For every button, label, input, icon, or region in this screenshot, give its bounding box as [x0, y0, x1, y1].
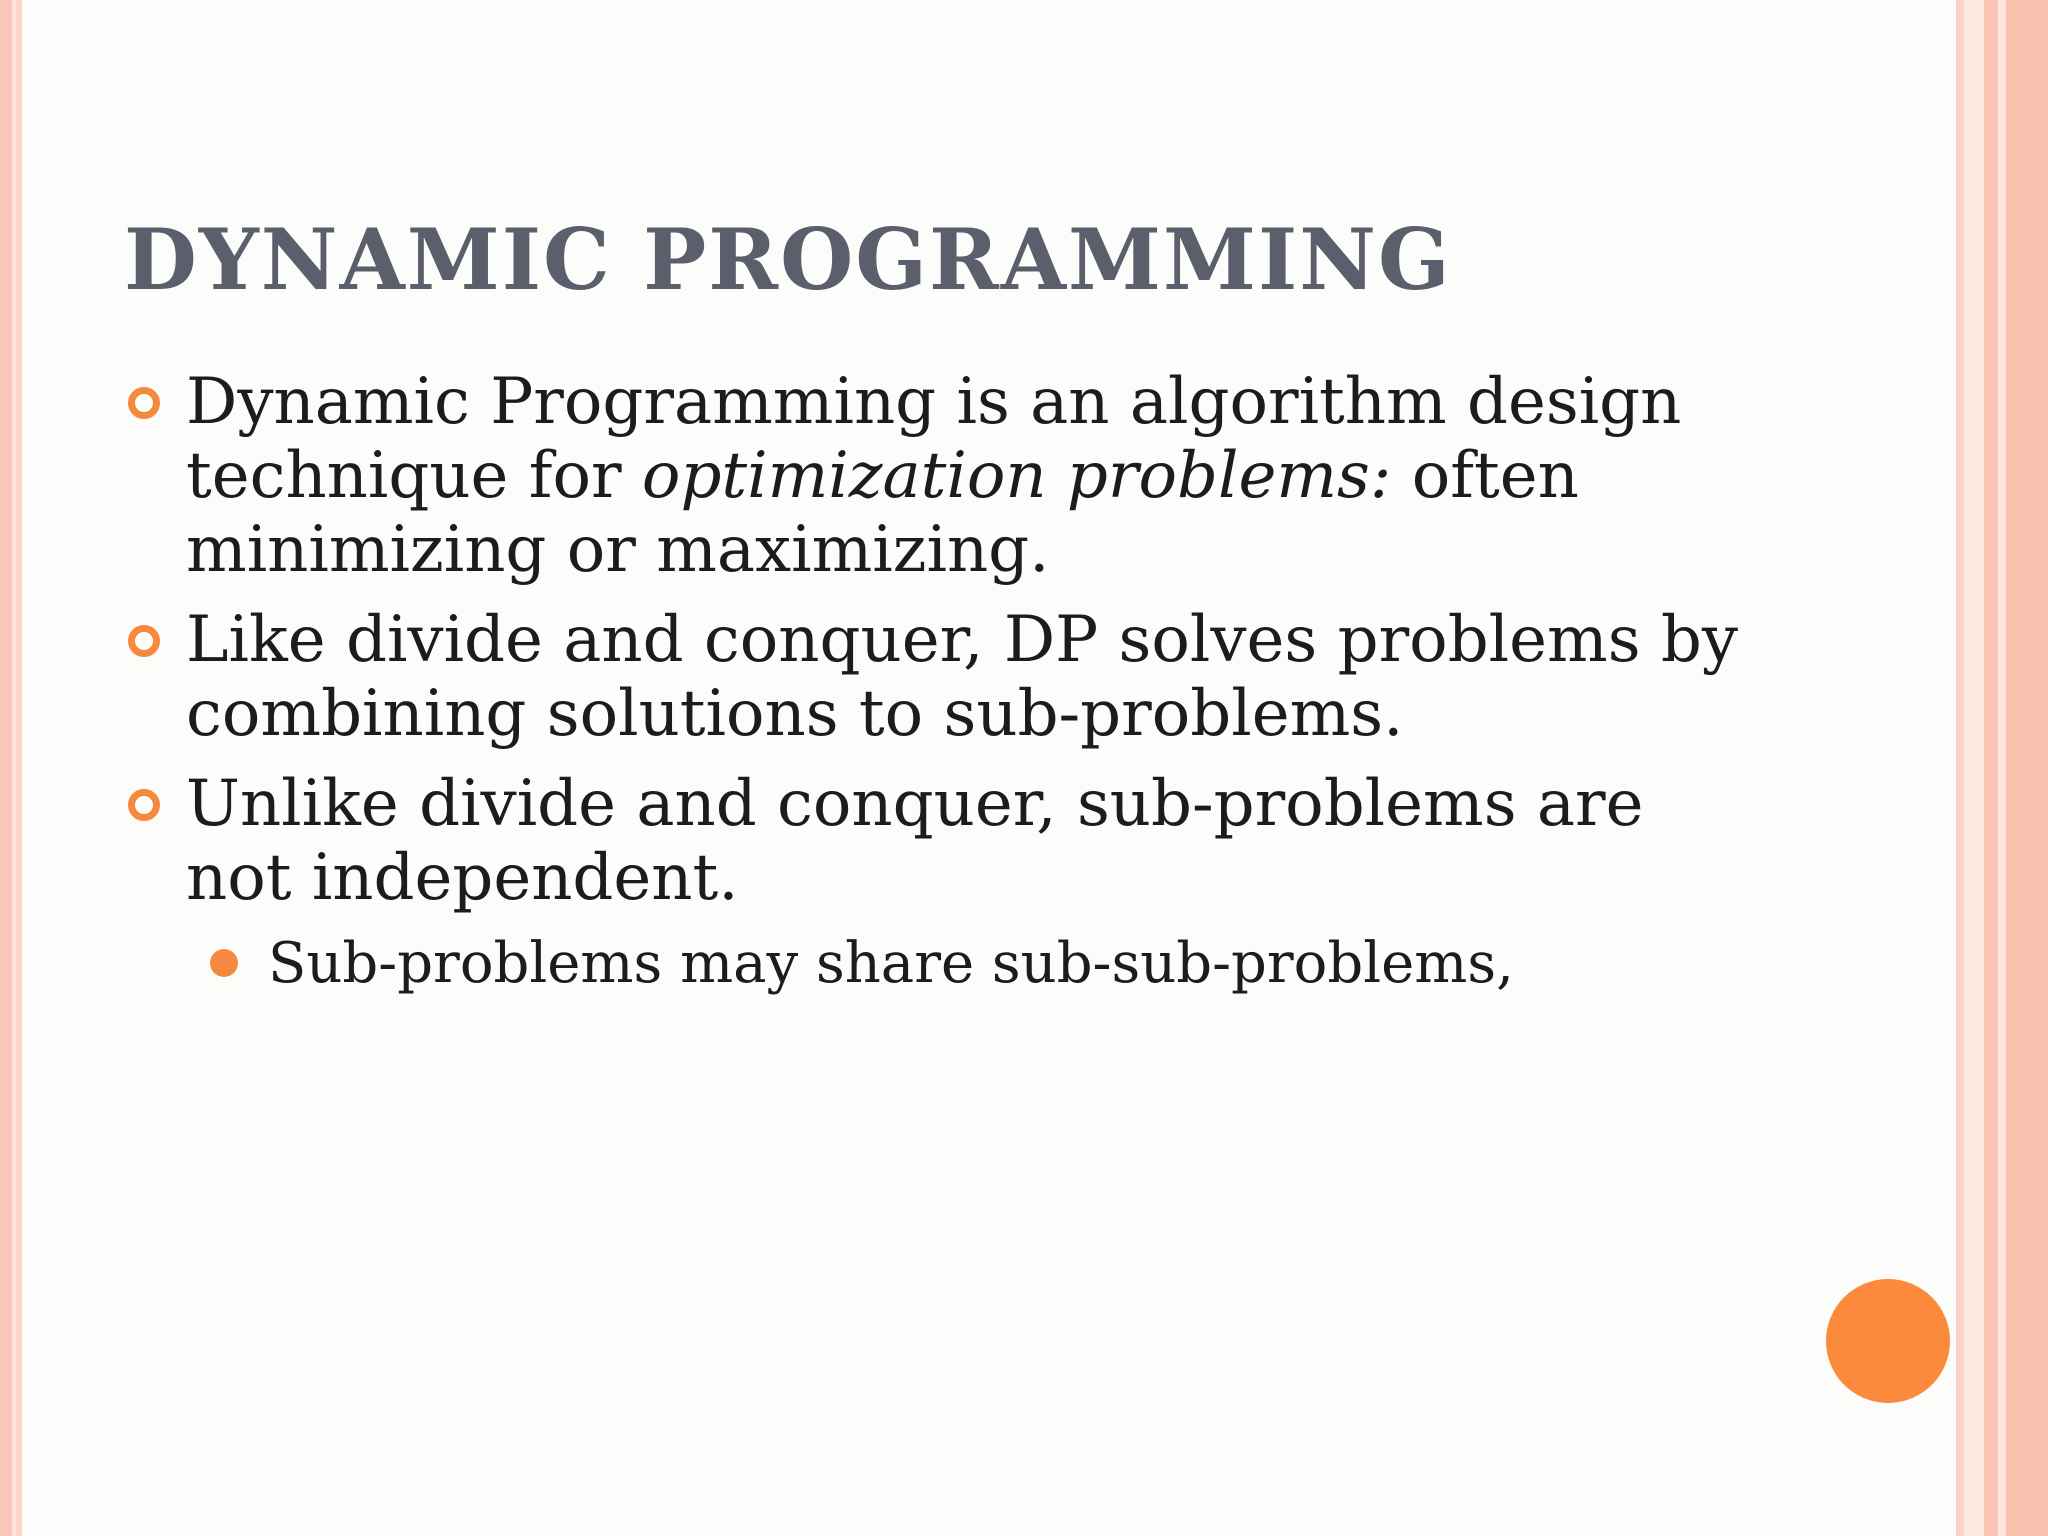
bullet-text: Unlike divide and conquer, sub-problems are not independent. [186, 767, 1644, 915]
bullet-emphasis: optimization problems: [641, 439, 1392, 513]
bullet-item [124, 365, 1764, 587]
right-border-stripe [1964, 0, 1984, 1536]
ring-bullet-icon [128, 789, 160, 821]
orange-circle-decoration [1826, 1279, 1950, 1403]
right-border-stripe [1956, 0, 1964, 1536]
bullet-text: often minimizing or maximizing. [186, 439, 1579, 587]
left-border-stripe [0, 0, 12, 1536]
bullet-item [124, 603, 1764, 751]
sub-bullet-item [186, 931, 1764, 997]
right-border-stripe [2006, 0, 2048, 1536]
sub-bullet-text: Sub-problems may share sub-sub-problems, [268, 931, 1514, 996]
bullet-item [124, 767, 1764, 915]
right-border-stripe [1998, 0, 2006, 1536]
slide-title: DYNAMIC PROGRAMMING [124, 210, 1452, 309]
ring-bullet-icon [128, 387, 160, 419]
left-border-stripe [16, 0, 22, 1536]
ring-bullet-icon [128, 625, 160, 657]
right-border-stripe [1984, 0, 1998, 1536]
bullet-text: Dynamic Programming is an algorithm design technique for [186, 365, 1682, 513]
bullet-text: Like divide and conquer, DP solves problems by combining solutions to sub-problems. [186, 603, 1738, 751]
bullet-list [124, 365, 1764, 997]
dot-bullet-icon [210, 949, 238, 977]
